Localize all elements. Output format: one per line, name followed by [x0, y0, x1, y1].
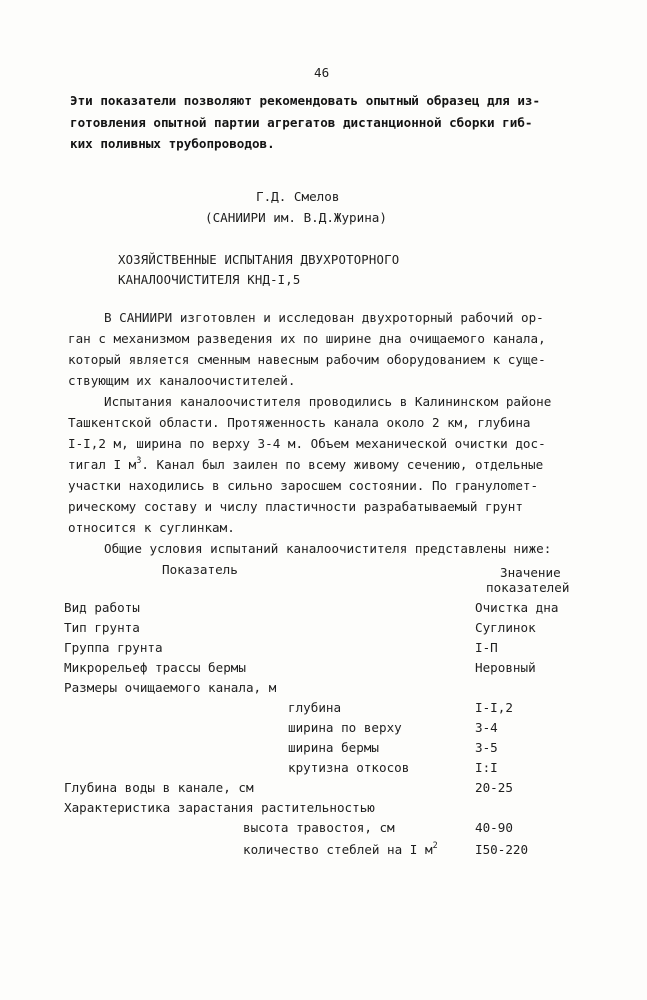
table-row-value: Суглинок: [475, 620, 536, 635]
table-row-value: Неровный: [475, 660, 536, 675]
table-row-label: Характеристика зарастания растительностью: [64, 800, 375, 815]
author-name: Г.Д. Смелов: [256, 189, 340, 204]
table-row-value: 20-25: [475, 780, 513, 795]
body-line: ствующим их каналоочистителей.: [68, 373, 296, 388]
body-line: [68, 457, 543, 473]
intro-line: Эти показатели позволяют рекомендовать опытный образец для из-: [70, 93, 541, 108]
table-row-label: высота травостоя, см: [243, 820, 395, 835]
table-row-label: Глубина воды в канале, см: [64, 780, 254, 795]
body-line: В САНИИРИ изготовлен и исследован двухроторный рабочий ор-: [104, 310, 544, 325]
body-line: Испытания каналоочистителя проводились в Калининском районе: [104, 394, 552, 409]
superscript: 2: [432, 841, 438, 851]
table-row-label: Тип грунта: [64, 620, 140, 635]
table-row-value: I-П: [475, 640, 498, 655]
table-row-label: ширина по верху: [288, 720, 402, 735]
body-line: участки находились в сильно заросшем состоянии. По гранулomет-: [68, 478, 539, 493]
body-line-text: . Канал был заилен по всему живому сечению, отдельные: [141, 457, 544, 472]
body-line: Ташкентской области. Протяженность канала около 2 км, глубина: [68, 415, 531, 430]
table-row-label: ширина бермы: [288, 740, 379, 755]
table-row-value: I:I: [475, 760, 498, 775]
table-row-label: глубина: [288, 700, 342, 715]
author-affiliation: (САНИИРИ им. В.Д.Журина): [205, 210, 387, 225]
table-row-label-text: количество стеблей на I м: [243, 842, 433, 857]
table-row-value: I-I,2: [475, 700, 513, 715]
body-line: Общие условия испытаний каналоочистителя представлены ниже:: [104, 541, 552, 556]
table-row-value: 3-5: [475, 740, 498, 755]
body-line: который является сменным навесным рабочим оборудованием к суще-: [68, 352, 546, 367]
table-row-value: 3-4: [475, 720, 498, 735]
table-header-value: Значение: [500, 565, 561, 580]
article-title-line1: ХОЗЯЙСТВЕННЫЕ ИСПЫТАНИЯ ДВУХРОТОРНОГО: [118, 253, 400, 267]
body-line-text: тигал I м: [68, 457, 137, 472]
superscript: 3: [136, 456, 142, 466]
table-header-value: показателей: [486, 580, 570, 595]
intro-line: ких поливных трубопроводов.: [70, 136, 275, 151]
table-header-param: Показатель: [162, 562, 238, 577]
table-row-label: Размеры очищаемого канала, м: [64, 680, 277, 695]
body-line: I-I,2 м, ширина по верху 3-4 м. Объем механической очистки дос-: [68, 436, 546, 451]
table-row-value: Очистка дна: [475, 600, 559, 615]
table-row-label: Микрорельеф трассы бермы: [64, 660, 246, 675]
body-line: рическому составу и числу пластичности разрабатываемый грунт: [68, 499, 523, 514]
table-row-value: 40-90: [475, 820, 513, 835]
body-line: относится к суглинкам.: [68, 520, 235, 535]
table-row-value: I50-220: [475, 842, 529, 857]
page-number: 46: [314, 65, 330, 80]
table-row-label: Вид работы: [64, 600, 140, 615]
table-row-label: [243, 842, 438, 858]
body-line: ган с механизмом разведения их по ширине дна очищаемого канала,: [68, 331, 546, 346]
table-row-label: Группа грунта: [64, 640, 163, 655]
intro-line: готовления опытной партии агрегатов дистанционной сборки гиб-: [70, 115, 533, 130]
article-title-line2: КАНАЛООЧИСТИТЕЛЯ КНД-I,5: [118, 273, 301, 287]
table-row-label: крутизна откосов: [288, 760, 410, 775]
